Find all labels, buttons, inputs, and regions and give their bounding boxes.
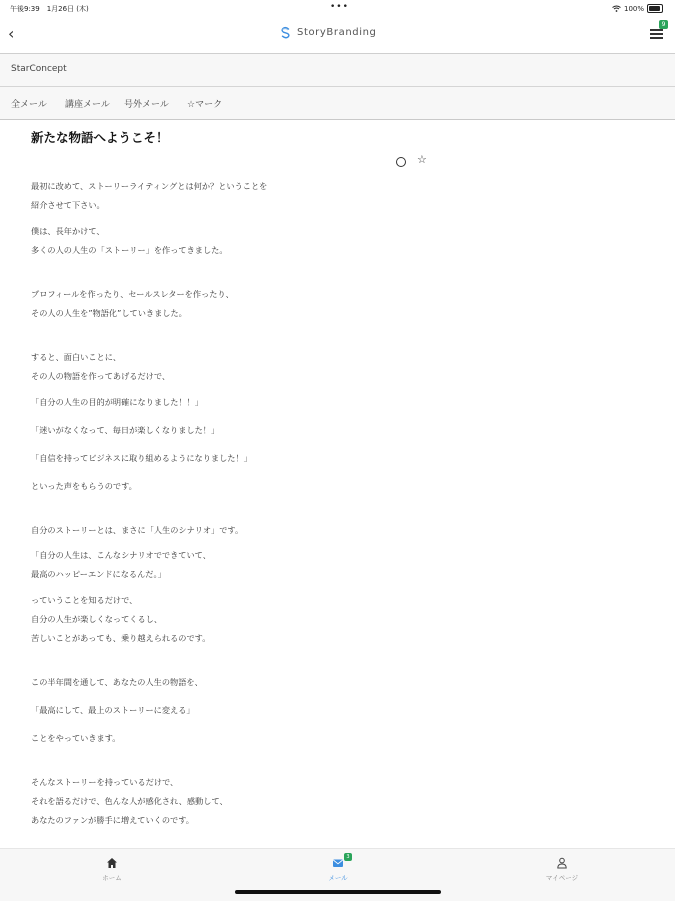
body-paragraph: 「迷いがなくなって、毎日が楽しくなりました！」 xyxy=(31,425,220,435)
tab-course-mail[interactable]: 講座メール xyxy=(65,100,110,110)
body-paragraph: そんなストーリーを持っているだけで、 それを語るだけで、色んな人が感化され、感動して、 あなたのファンが勝手に増えていくのです。 xyxy=(31,777,228,825)
body-paragraph: この半年間を通して、あなたの人生の物語を、 xyxy=(31,677,203,687)
body-paragraph: っていうことを知るだけで、 自分の人生が楽しくなってくるし、 苦しいことがあっても、乗り越えられるのです。 xyxy=(31,595,211,643)
menu-badge: 9 xyxy=(659,20,668,29)
body-paragraph: プロフィールを作ったり、セールスレターを作ったり、 その人の人生を”物語化”していきました。 xyxy=(31,289,234,318)
mail-icon xyxy=(332,857,344,869)
body-paragraph: 「自分の人生の目的が明確になりました！！」 xyxy=(31,397,203,407)
multitasking-dots[interactable]: ••• xyxy=(330,2,349,12)
body-paragraph: 最初に改めて、ストーリーライティングとは何か？ということを 紹介させて下さい。 xyxy=(31,181,268,210)
status-time-date: 午後9:39 1月26日 (木) xyxy=(10,5,89,13)
body-paragraph: といった声をもらうのです。 xyxy=(31,481,137,491)
navigation-bar xyxy=(0,16,675,54)
body-paragraph: 「自信を持ってビジネスに取り組めるようになりました！」 xyxy=(31,453,252,463)
body-paragraph: ことをやっていきます。 xyxy=(31,733,121,743)
person-icon xyxy=(556,857,568,869)
status-bar xyxy=(0,0,675,16)
body-paragraph: 「自分の人生は、こんなシナリオでできていて、 最高のハッピーエンドになるんだ。」 xyxy=(31,550,211,579)
tab-mypage-label: マイページ xyxy=(545,874,579,882)
tab-mail[interactable] xyxy=(308,854,368,882)
mail-filter-tabs xyxy=(0,87,675,120)
battery-percent: 100% xyxy=(623,4,644,13)
star-icon[interactable]: ☆ xyxy=(417,153,427,166)
concept-bar xyxy=(0,54,675,87)
storybranding-logo-icon xyxy=(279,26,292,39)
read-circle-icon[interactable] xyxy=(396,157,406,167)
home-icon xyxy=(106,857,118,869)
body-paragraph: 「最高にして、最上のストーリーに変える」 xyxy=(31,705,195,715)
tab-all-mail[interactable]: 全メール xyxy=(11,100,47,110)
brand xyxy=(279,26,376,39)
article-body xyxy=(31,177,471,830)
tab-extra-mail[interactable]: 号外メール xyxy=(124,100,169,110)
back-button[interactable]: ‹ xyxy=(8,24,15,43)
tab-mypage[interactable] xyxy=(532,857,592,882)
wifi-icon xyxy=(612,5,621,12)
mail-content[interactable] xyxy=(0,120,675,848)
mail-badge: 3 xyxy=(344,853,352,861)
status-right xyxy=(612,4,663,13)
tab-starred[interactable]: ☆マーク xyxy=(187,100,223,110)
tab-mail-label: メール xyxy=(328,874,348,882)
tab-home[interactable] xyxy=(82,857,142,882)
concept-label: StarConcept xyxy=(11,64,67,74)
menu-button[interactable] xyxy=(650,21,666,41)
battery-icon xyxy=(647,4,663,13)
article-title: 新たな物語へようこそ！ xyxy=(31,130,169,145)
tab-home-label: ホーム xyxy=(102,874,122,882)
body-paragraph: 僕は、長年かけて、 多くの人の人生の「ストーリー」を作ってきました。 xyxy=(31,226,228,255)
home-indicator[interactable] xyxy=(235,890,441,894)
brand-name: StoryBranding xyxy=(297,27,377,38)
body-paragraph: 自分のストーリーとは、まさに「人生のシナリオ」です。 xyxy=(31,525,244,535)
body-paragraph: すると、面白いことに、 その人の物語を作ってあげるだけで、 xyxy=(31,352,171,381)
